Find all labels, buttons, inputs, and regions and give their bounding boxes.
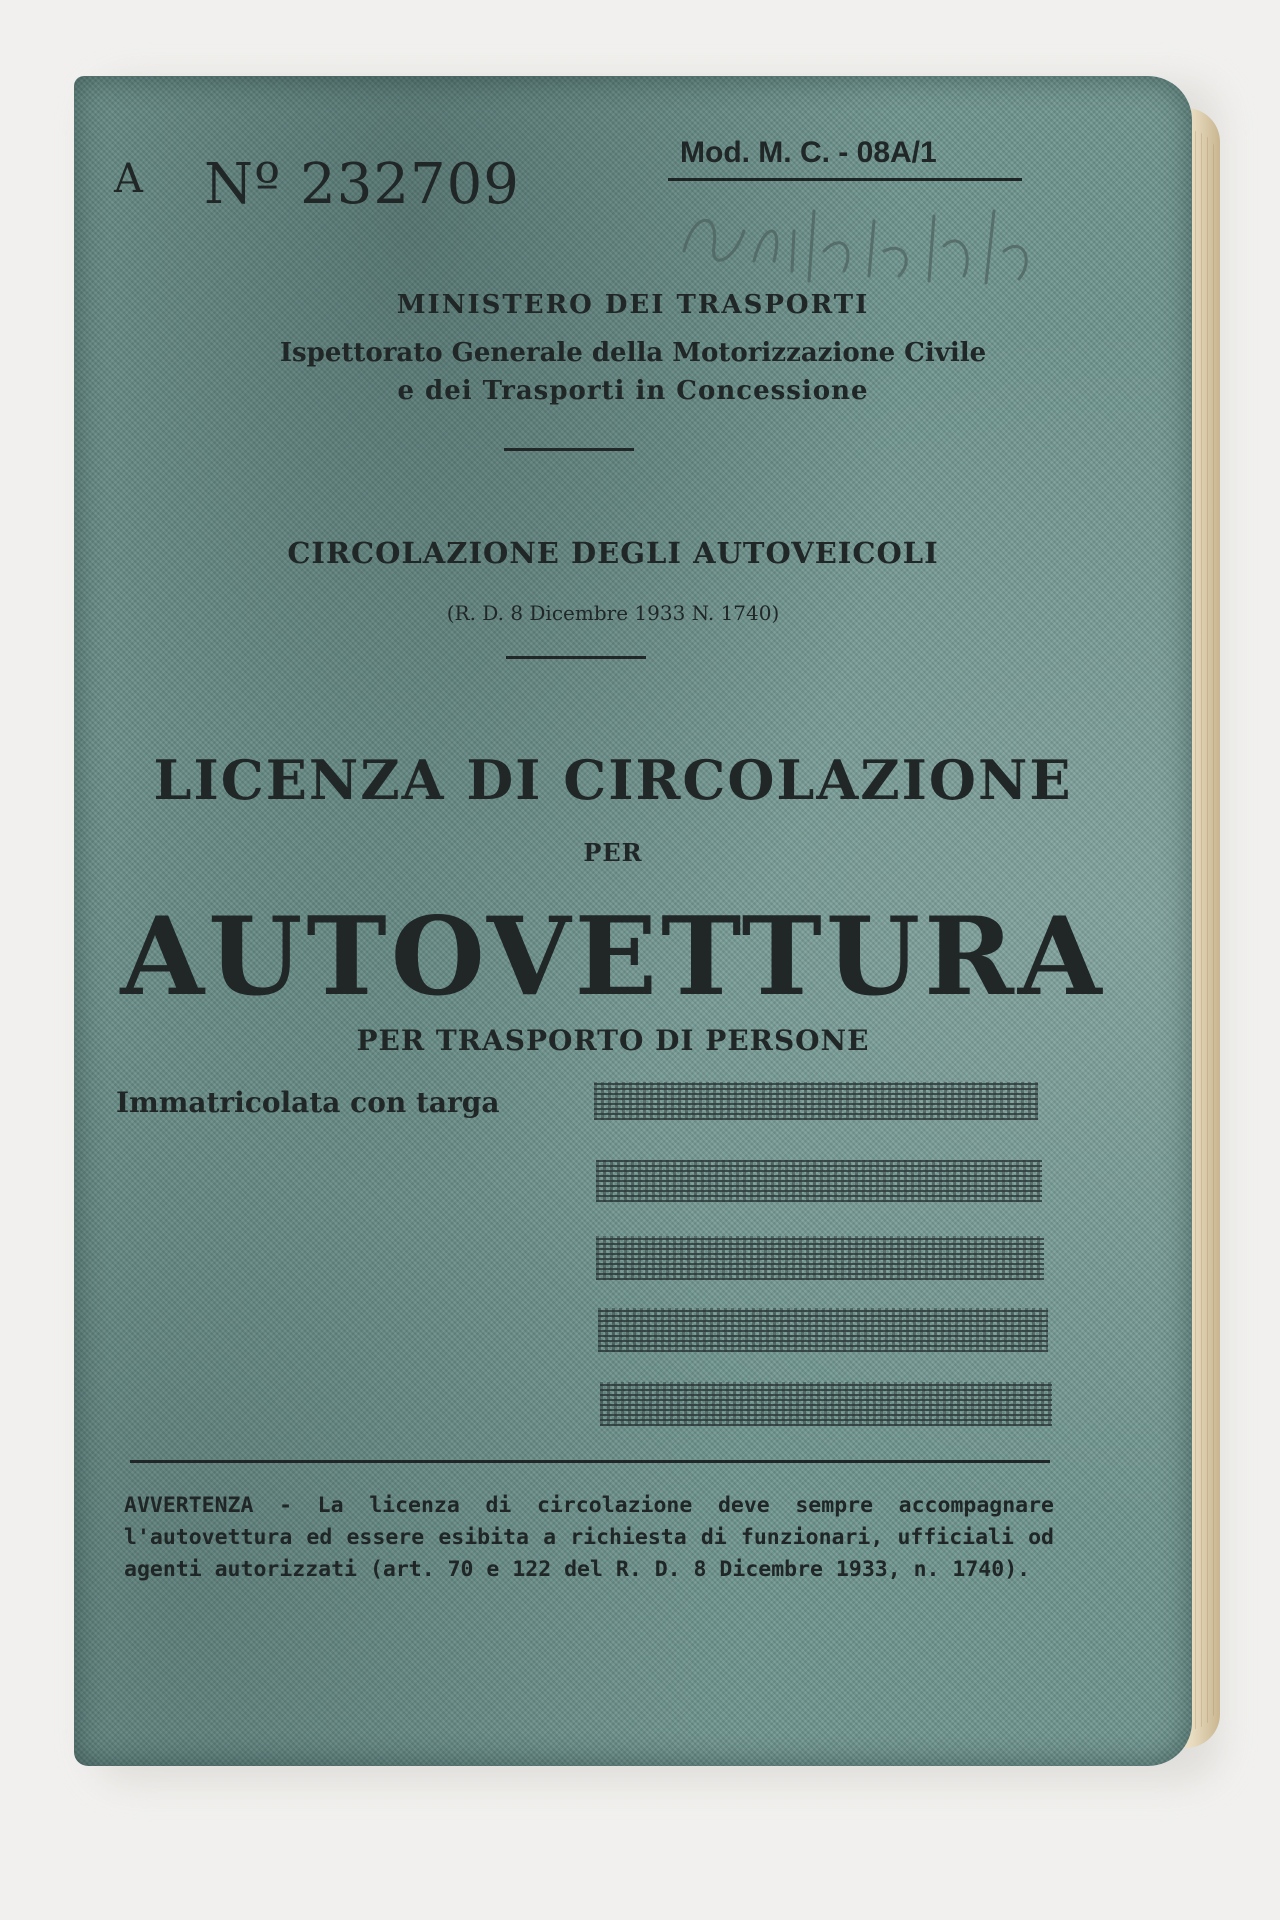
document-number: Nº 232709 (204, 152, 520, 217)
redacted-field (600, 1382, 1052, 1426)
divider (130, 1460, 1050, 1463)
booklet-cover (74, 76, 1192, 1766)
vehicle-purpose: PER TRASPORTO DI PERSONE (356, 1024, 870, 1057)
redacted-field (596, 1160, 1042, 1202)
pencil-annotation-icon (674, 191, 1094, 301)
section-title: CIRCOLAZIONE DEGLI AUTOVEICOLI (287, 536, 939, 570)
model-underline (668, 178, 1022, 181)
redacted-field (596, 1236, 1044, 1280)
per-label: PER (583, 838, 643, 867)
license-title: LICENZA DI CIRCOLAZIONE (153, 748, 1073, 812)
plate-label: Immatricolata con targa (116, 1086, 500, 1119)
redacted-field (594, 1082, 1038, 1120)
serie-letter: A (114, 156, 143, 202)
warning-notice: AVVERTENZA - La licenza di circolazione deve sempre accompagnare l'autovettura ed essere esibita a richiesta di funzionari, ufficiali od agenti autorizzati (art. 70 e 122 del R. D. 8 Dicembre 1933, n. 1740). (124, 1493, 1054, 1582)
vehicle-type: AUTOVETTURA (120, 894, 1106, 1020)
ministry-name: MINISTERO DEI TRASPORTI (396, 290, 870, 320)
form-model-code: Mod. M. C. - 08A/1 (680, 136, 937, 169)
divider (506, 656, 646, 659)
inspectorate-name: Ispettorato Generale della Motorizzazione Civile (279, 338, 987, 368)
redacted-field (598, 1308, 1048, 1352)
concession-line: e dei Trasporti in Concessione (397, 376, 869, 406)
decree-reference: (R. D. 8 Dicembre 1933 N. 1740) (446, 601, 780, 625)
divider (504, 448, 634, 451)
